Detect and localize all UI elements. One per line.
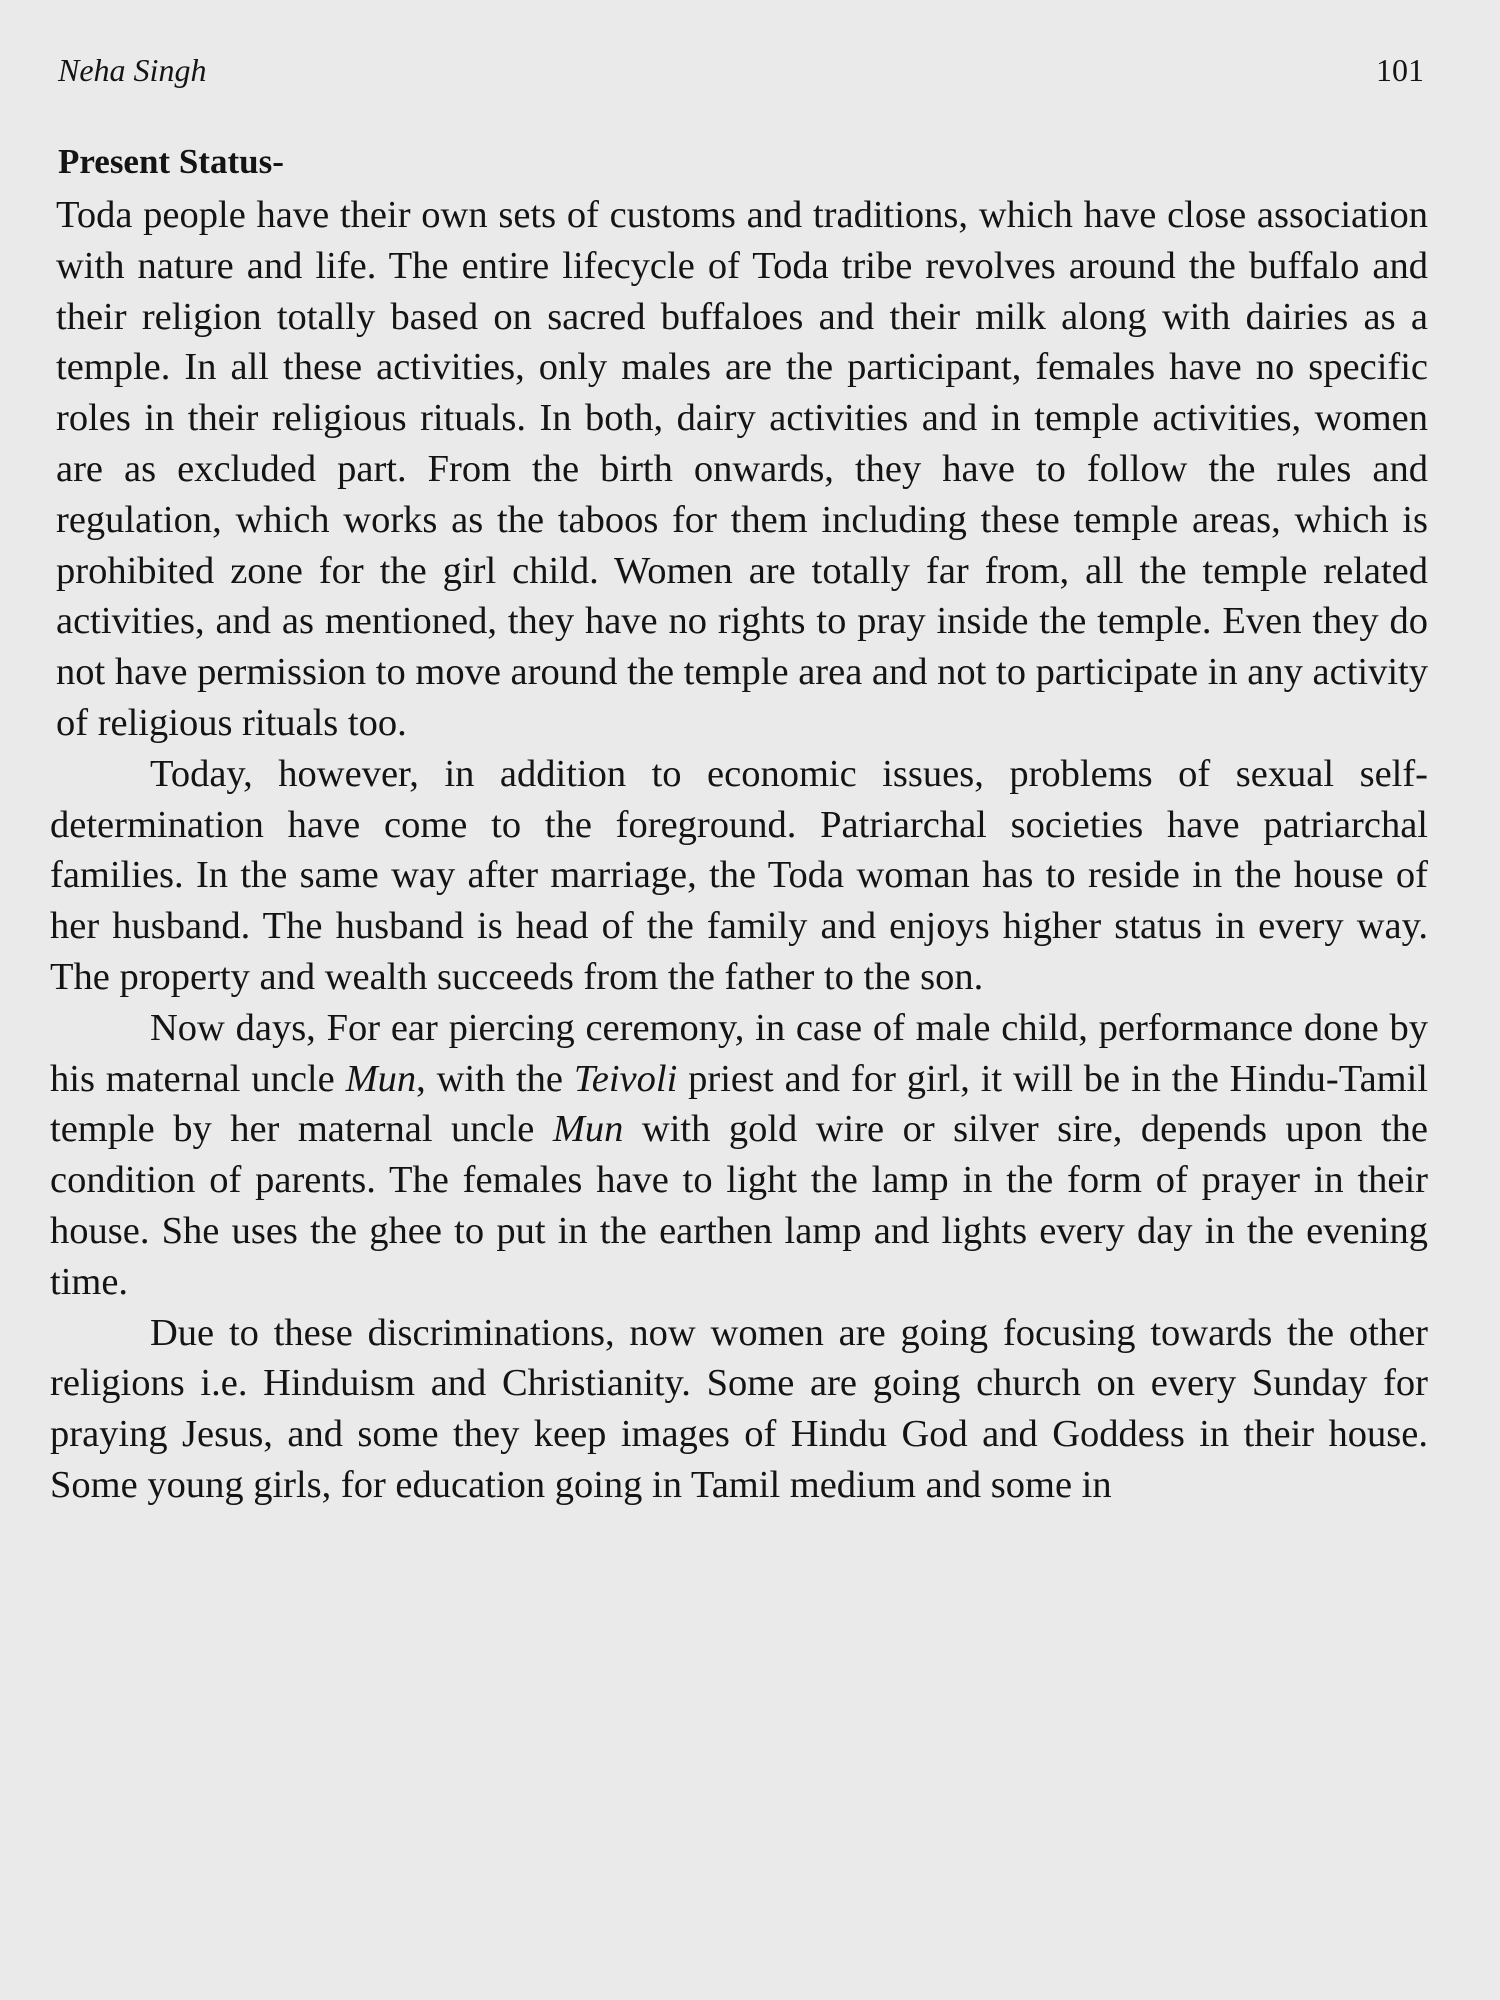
running-header: [58, 52, 1424, 96]
term-mun-2: Mun: [552, 1108, 624, 1151]
paragraph-2: Today, however, in addition to economic issues, problems of sexual self-determination have come to the foreground. Patriarchal societies have patriarchal families. In the same way after marriage, the Toda woman has to reside in the house of her husband. The husband is head of the family and enjoys higher status in every way. The property and wealth succeeds from the father to the son.: [50, 752, 1428, 998]
page-number: 101: [1376, 52, 1424, 88]
paragraph-3-text-4: with gold wire or silver sire, depends upon the condition of parents. The females have to light the lamp in the form of prayer in their house. She uses the ghee to put in the earthen lamp and lights every day in the evening time.: [50, 1108, 1428, 1303]
page-body: [50, 140, 1428, 1511]
paragraph-3-text-1: Now days, For ear piercing ceremony, in case of male child, performance done by his maternal uncle: [50, 1006, 1428, 1100]
paragraph-3-text-2: , with the: [416, 1057, 574, 1100]
paragraph-1: Toda people have their own sets of customs and traditions, which have close association with nature and life. The entire lifecycle of Toda tribe revolves around the buffalo and their religion totally based on sacred buffaloes and their milk along with dairies as a temple. In all these activities, only males are the participant, females have no specific roles in their religious rituals. In both, dairy activities and in temple activities, women are as excluded part. From the birth onwards, they have to follow the rules and regulation, which works as the taboos for them including these temple areas, which is prohibited zone for the girl child. Women are totally far from, all the temple related activities, and as mentioned, they have no rights to pray inside the temple. Even they do not have permission to move around the temple area and not to participate in any activity of religious rituals too.: [56, 194, 1428, 744]
paragraph-4: Due to these discriminations, now women are going focusing towards the other religions i.e. Hinduism and Christianity. Some are going church on every Sunday for praying Jesus, and some they keep images of Hindu God and Goddess in their house. Some young girls, for education going in Tamil medium and some in: [50, 1311, 1428, 1506]
section-heading: Present Status-: [58, 142, 284, 181]
term-mun: Mun: [345, 1057, 417, 1100]
paragraph-3-text-3: priest and for girl, it will be in the Hindu-Tamil temple by her maternal uncle: [50, 1057, 1429, 1151]
author-name: Neha Singh: [58, 52, 207, 88]
term-teivoli: Teivoli: [573, 1057, 678, 1100]
paragraph-3: [50, 1003, 1428, 1308]
